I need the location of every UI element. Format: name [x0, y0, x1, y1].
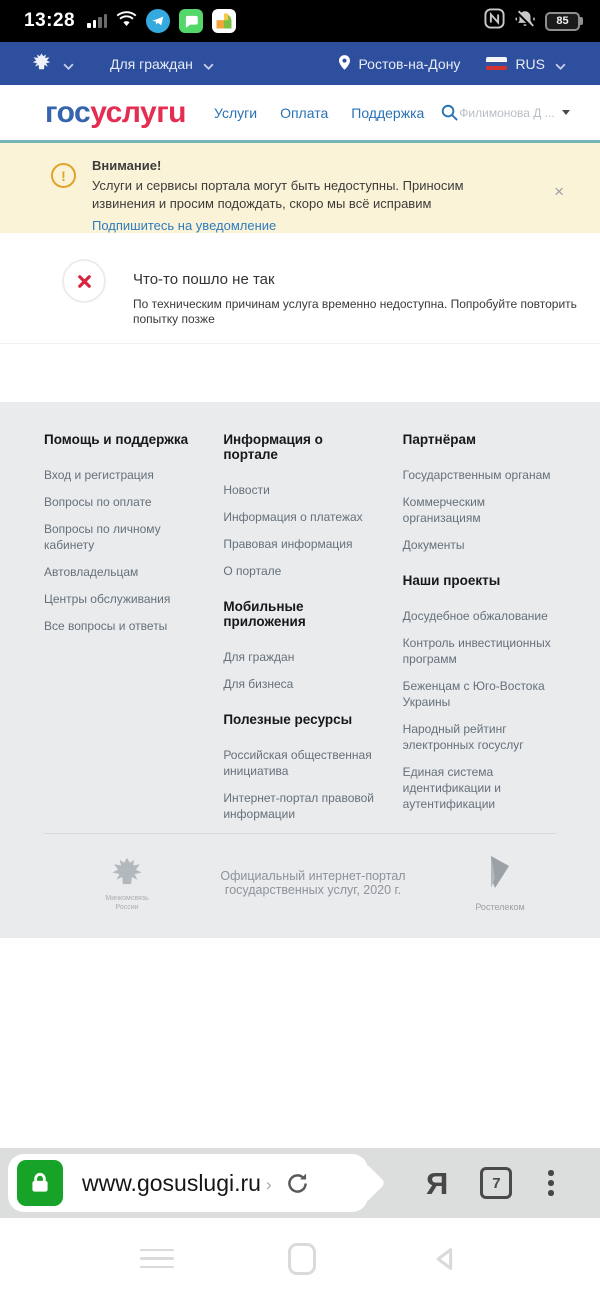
- footer-link[interactable]: Вопросы по оплате: [44, 495, 152, 509]
- footer: [0, 402, 600, 938]
- reload-icon[interactable]: [284, 1170, 311, 1197]
- url-text[interactable]: www.gosuslugi.ru: [82, 1169, 261, 1196]
- yandex-button[interactable]: Я: [426, 1165, 449, 1201]
- error-card: [0, 233, 600, 344]
- footer-link[interactable]: Для бизнеса: [223, 677, 294, 691]
- footer-columns: [44, 432, 556, 833]
- back-button[interactable]: [430, 1244, 460, 1274]
- error-message: По техническим причинам услуга временно недоступна. Попробуйте повторить попытку позже: [133, 297, 577, 326]
- clock: 13:28: [24, 10, 76, 31]
- tab-count: 7: [492, 1174, 501, 1192]
- footer-link[interactable]: Единая система идентификации и аутентификации: [402, 765, 501, 811]
- footer-bottom: [44, 834, 556, 912]
- footer-section-title: Помощь и поддержка: [44, 432, 189, 447]
- footer-link[interactable]: Беженцам с Юго-Востока Украины: [402, 679, 545, 709]
- logo-blue-part: гос: [45, 95, 91, 129]
- browser-menu-icon[interactable]: [544, 1166, 558, 1200]
- content-spacer: [0, 344, 600, 402]
- footer-link[interactable]: Все вопросы и ответы: [44, 619, 168, 633]
- footer-link[interactable]: Новости: [223, 483, 270, 497]
- status-bar-right: [484, 8, 580, 35]
- gov-bar-right: [339, 55, 570, 73]
- page-bottom-whitespace: [0, 938, 600, 1148]
- ministry-logo: [86, 854, 168, 912]
- footer-link[interactable]: Коммерческим организациям: [402, 495, 486, 525]
- gosuslugi-logo[interactable]: [45, 95, 187, 129]
- nav-payment[interactable]: Оплата: [280, 104, 329, 121]
- android-nav-bar: [0, 1218, 600, 1299]
- battery-icon: [545, 12, 580, 31]
- rostelecom-logo: [458, 854, 542, 912]
- footer-link[interactable]: Для граждан: [223, 650, 295, 664]
- footer-column-help: [44, 432, 197, 833]
- messages-icon: [179, 9, 203, 33]
- home-button[interactable]: [288, 1243, 316, 1275]
- warning-icon: !: [51, 163, 76, 188]
- secure-lock-icon[interactable]: [17, 1160, 63, 1206]
- user-name: Филимонова Д ...: [459, 105, 555, 120]
- footer-link[interactable]: Автовладельцам: [44, 565, 139, 579]
- tabs-counter-button[interactable]: [480, 1167, 512, 1199]
- footer-link[interactable]: Контроль инвестиционных программ: [402, 636, 551, 666]
- gov-top-bar: [0, 42, 600, 85]
- error-title: Что-то пошло не так: [133, 271, 275, 288]
- status-bar: [0, 0, 600, 42]
- status-bar-left: [24, 9, 236, 33]
- footer-link[interactable]: Народный рейтинг электронных госуслуг: [402, 722, 524, 752]
- footer-link[interactable]: Государственным органам: [402, 468, 551, 482]
- footer-link[interactable]: Центры обслуживания: [44, 592, 171, 606]
- footer-link[interactable]: Вход и регистрация: [44, 468, 154, 482]
- footer-link[interactable]: О портале: [223, 564, 282, 578]
- language-selector[interactable]: RUS: [515, 55, 545, 72]
- recents-button[interactable]: [140, 1249, 174, 1269]
- ministry-name-line2: России: [115, 904, 139, 911]
- footer-link[interactable]: Интернет-портал правовой информации: [223, 791, 375, 821]
- mute-icon: [514, 8, 536, 35]
- search-icon[interactable]: [440, 103, 459, 122]
- russian-flag-icon: [486, 57, 507, 70]
- warning-title: Внимание!: [92, 158, 162, 173]
- telegram-icon: [146, 9, 170, 33]
- logo-red-part: услугu: [90, 95, 187, 129]
- warning-banner: [0, 143, 600, 233]
- footer-column-partners: [403, 432, 556, 833]
- signal-icon: [87, 14, 107, 28]
- nav-services[interactable]: Услуги: [214, 104, 258, 121]
- footer-section-title: Наши проекты: [402, 573, 501, 588]
- footer-section-title: Полезные ресурсы: [223, 712, 353, 727]
- chevron-down-icon[interactable]: [203, 57, 214, 73]
- wifi-icon: [116, 11, 137, 32]
- chevron-down-icon[interactable]: [555, 57, 566, 73]
- rostelecom-label: Ростелеком: [475, 902, 525, 912]
- close-icon[interactable]: ×: [554, 182, 564, 201]
- ministry-name-line1: Минкомсвязь: [105, 895, 149, 902]
- caret-down-icon: [562, 110, 570, 115]
- footer-section-title: Партнёрам: [402, 432, 476, 447]
- chevron-down-icon[interactable]: [63, 57, 74, 73]
- coat-of-arms-icon[interactable]: [30, 51, 53, 77]
- footer-link[interactable]: Российская общественная инициатива: [223, 748, 372, 778]
- nfc-icon: [484, 8, 505, 34]
- app-notification-icon: [212, 9, 236, 33]
- error-cross-icon: [62, 259, 106, 303]
- nav-support[interactable]: Поддержка: [351, 104, 425, 121]
- address-bar[interactable]: [8, 1154, 368, 1212]
- browser-controls: [368, 1166, 590, 1200]
- footer-section-title: Информация о портале: [223, 432, 323, 462]
- site-header: [0, 85, 600, 143]
- footer-link[interactable]: Вопросы по личному кабинету: [44, 522, 161, 552]
- location-selector[interactable]: Ростов-на-Дону: [358, 55, 461, 72]
- battery-level: 85: [556, 15, 569, 27]
- subscribe-notification-link[interactable]: Подпишитесь на уведомление: [92, 218, 277, 233]
- footer-link[interactable]: Информация о платежах: [223, 510, 363, 524]
- footer-link[interactable]: Правовая информация: [223, 537, 353, 551]
- url-chevron-icon: ›: [265, 1174, 272, 1194]
- footer-column-info: [223, 432, 376, 833]
- footer-section-title: Мобильные приложения: [223, 599, 306, 629]
- user-account-menu[interactable]: [459, 106, 569, 120]
- copyright-text: Официальный интернет-портал государственных услуг, 2020 г.: [220, 869, 406, 897]
- browser-toolbar: [0, 1148, 600, 1218]
- audience-selector[interactable]: Для граждан: [110, 55, 193, 72]
- footer-link[interactable]: Документы: [402, 538, 465, 552]
- location-pin-icon: [339, 55, 350, 73]
- warning-text: Услуги и сервисы портала могут быть недоступны. Приносим извинения и просим подождать, скоро мы всё исправим: [92, 178, 464, 211]
- footer-link[interactable]: Досудебное обжалование: [402, 609, 548, 623]
- main-nav: [214, 105, 424, 121]
